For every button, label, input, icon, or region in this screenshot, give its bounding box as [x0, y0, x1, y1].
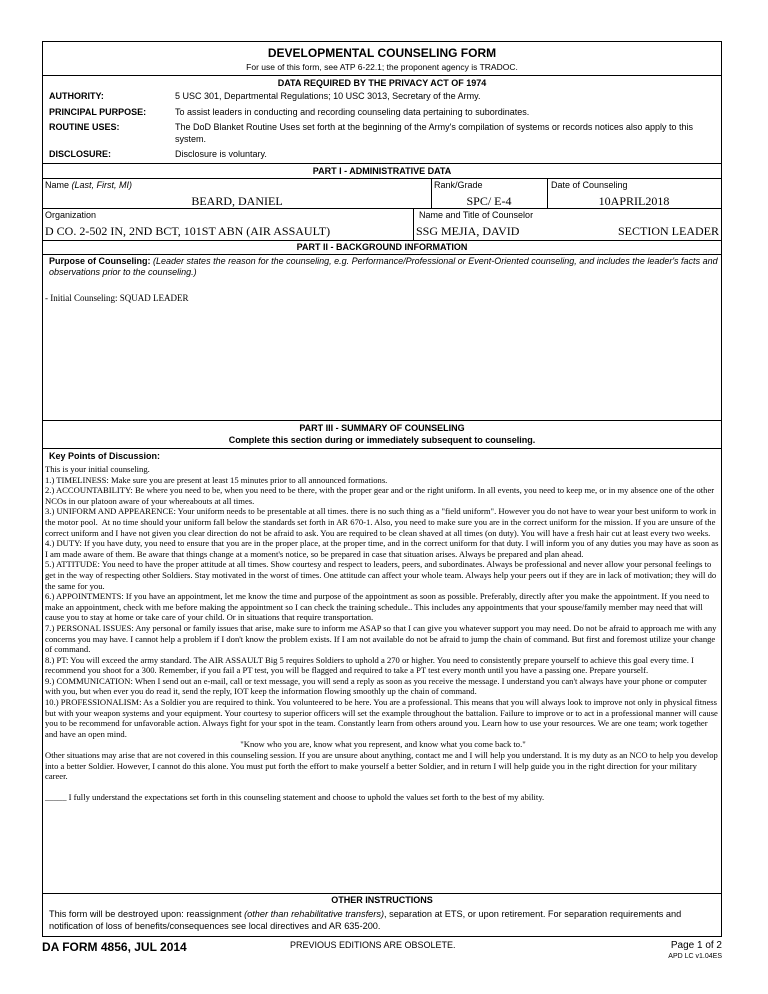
form-version: APD LC v1.04ES — [668, 953, 722, 960]
purpose-text: To assist leaders in conducting and recording counseling data pertaining to subordinates. — [175, 107, 530, 117]
part3-subheading: Complete this section during or immediately subsequent to counseling. — [228, 435, 536, 445]
privacy-heading: DATA REQUIRED BY THE PRIVACY ACT OF 1974 — [277, 78, 487, 88]
organization-field[interactable]: D CO. 2-502 IN, 2ND BCT, 101ST ABN (AIR ASSAULT) — [45, 224, 331, 238]
disclosure-label: DISCLOSURE: — [49, 149, 112, 159]
rank-field[interactable]: SPC/ E-4 — [466, 194, 512, 208]
acknowledgement-statement: _____ I fully understand the expectations set forth in this counseling statement and choose to uphold the values set forth to the best of my ability. — [45, 791, 545, 802]
key-points-field[interactable] — [45, 464, 721, 802]
name-field[interactable]: BEARD, DANIEL — [191, 194, 283, 208]
authority-label: AUTHORITY: — [49, 91, 104, 101]
key-points-quote: "Know who you are, know what you represent, and know what you come back to." — [240, 739, 526, 750]
date-field[interactable]: 10APRIL2018 — [598, 194, 670, 208]
key-points-text: This is your initial counseling. 1.) TIMELINESS: Make sure you are present at least 15 minutes prior to all announced formations. 2.) ACCOUNTABILITY: Be where you need to be, when you need to be there, with the proper gear and or the right uniform. In all events, you need to keep me, or in my absence one of the other NCOs in our platoon aware of your whereabouts at all times. 3.) UNIFORM AND APPEARENCE: Your uniform needs to be presentable at all times. there is no such thing as a "field uniform". However you do not have to wear your best uniform to work in the motor pool. At no time should your uniform fall below the standards set forth in AR 670-1. Also, you need to make sure you are in the correct uniform for the mission. If you are unsure of the correct uniform and I have not given you clear direction do not be afraid to ask. You are required to be clean shaved at all times (on duty). You will have a fresh hair cut at least every two weeks. 4.) DUTY: If you have duty, you need to ensure that you are in the proper place, at the proper time, and in the correct uniform for that duty. I will inform you of any duties you may have as soon as I am made aware of them. Be aware that things change at a moment's notice, so be prepared in case that situation arises. Always be prepared and plan ahead. 5.) ATTITUDE: You need to have the proper attitude at all times. Show courtesy and respect to leaders, peers, and subordinates. Always be professional and never allow your personal feelings to get in the way of respecting other Soldiers. Stay motivated in the worst of times. One attitude can affect your whole team. Always help your peers out if they are in lack of motivation; they will do the same for you. 6.) APPOINTMENTS: If you have an appointment, let me know the time and purpose of the appointment as soon as possible. Preferably, directly after you make the appointment. If you need to make an appointment, check with me before making the appointment so I can check the training schedule.. This includes any appointments that your spouse/family member may need that will cause you to stay at home or take care of your child. Or in situations that require transportation. 7.) PERSONAL ISSUES: Any personal or family issues that arise, make sure to inform me ASAP so that I can give you whatever support you may need. Do not be afraid to approach me with any concerns you may have. I cannot help a problem if I don't know the problem exists. If I am not available do not be afraid to jump the chain of command. But first and foremost utilize your change of command. 8.) PT: You will exceed the army standard. The AIR ASSAULT Big 5 requires Soldiers to uphold a 270 or higher. You need to consistently prepare yourself to achieve this goal every time. I recommend you shoot for a 300. Remember, if you fail a PT test, you will be flagged and required to take a PT test every month until you have a passing one. Prepare yourself. 9.) COMMUNICATION: When I send out an e-mail, call or text message, you will send a reply as soon as you receive the message. I understand you can't always have your phone or computer with you, but when ever you do read it, send the reply, IOT keep the information flowing smoothly up the chain of command. 10.) PROFESSIONALISM: As a Soldier you are required to think. You volunteered to be here. You are a professional. This means that you will always look to improve not only in physical fitness but with your weapon systems and your equipment. Your courtesy to superior officers will set the example throughout the battalion. Failure to improve or to act in a professional manner will cause you to be recommend for unfavorable action. Always fight for your spot in the team. Constantly learn from others around you. Learn how to use your resources. We are one team; work together and have an open mind. — [45, 464, 719, 739]
name-label: Name (Last, First, MI) — [45, 180, 133, 190]
key-points-closing: Other situations may arise that are not covered in this counseling session. If you are unsure about anything, contact me and I will help you understand. It is my duty as an NCO to help you develop into a better Soldier. However, I cannot do this alone. You must put forth the effort to make yourself a better Soldier, and in return I will help guide you in the right direction for your military career. — [45, 750, 720, 782]
disclosure-text: Disclosure is voluntary. — [175, 149, 267, 159]
part3-heading: PART III - SUMMARY OF COUNSELING — [299, 423, 465, 433]
form-title: DEVELOPMENTAL COUNSELING FORM — [267, 46, 497, 60]
part1-heading: PART I - ADMINISTRATIVE DATA — [312, 166, 452, 176]
routine-uses-label: ROUTINE USES: — [49, 122, 120, 132]
rank-label: Rank/Grade — [434, 180, 483, 190]
purpose-of-counseling-field[interactable]: - Initial Counseling: SQUAD LEADER — [45, 293, 189, 303]
form-id: DA FORM 4856, JUL 2014 — [42, 940, 187, 954]
key-points-label: Key Points of Discussion: — [49, 451, 161, 461]
editions-notice: PREVIOUS EDITIONS ARE OBSOLETE. — [290, 940, 456, 950]
other-instructions-text: This form will be destroyed upon: reassignment (other than rehabilitative transfers), separation at ETS, or upon retirement. For separation requirements and notification of loss of benefits/consequences see local directives and AR 635-200. — [49, 909, 682, 931]
routine-uses-text: The DoD Blanket Routine Uses set forth at the beginning of the Army's compilation of systems or records notices also apply to this system. — [175, 122, 693, 144]
counseling-form — [42, 41, 722, 937]
purpose-label: PRINCIPAL PURPOSE: — [49, 107, 147, 117]
counselor-name-field[interactable]: SSG MEJIA, DAVID — [416, 224, 520, 238]
page-number: Page 1 of 2 — [670, 940, 722, 951]
part2-heading: PART II - BACKGROUND INFORMATION — [296, 242, 468, 252]
purpose-of-counseling-label: Purpose of Counseling: (Leader states the reason for the counseling, e.g. Performance/Professional or Event-Oriented counseling, and includes the leader's facts and observations prior to the counseling.) — [49, 256, 718, 277]
form-subtitle: For use of this form, see ATP 6-22.1; the proponent agency is TRADOC. — [246, 62, 518, 72]
date-label: Date of Counseling — [551, 180, 628, 190]
counselor-title-field[interactable]: SECTION LEADER — [618, 224, 719, 238]
authority-text: 5 USC 301, Departmental Regulations; 10 USC 3013, Secretary of the Army. — [175, 91, 481, 101]
organization-label: Organization — [45, 210, 97, 220]
counselor-label: Name and Title of Counselor — [419, 210, 534, 220]
other-instructions-heading: OTHER INSTRUCTIONS — [331, 895, 433, 905]
